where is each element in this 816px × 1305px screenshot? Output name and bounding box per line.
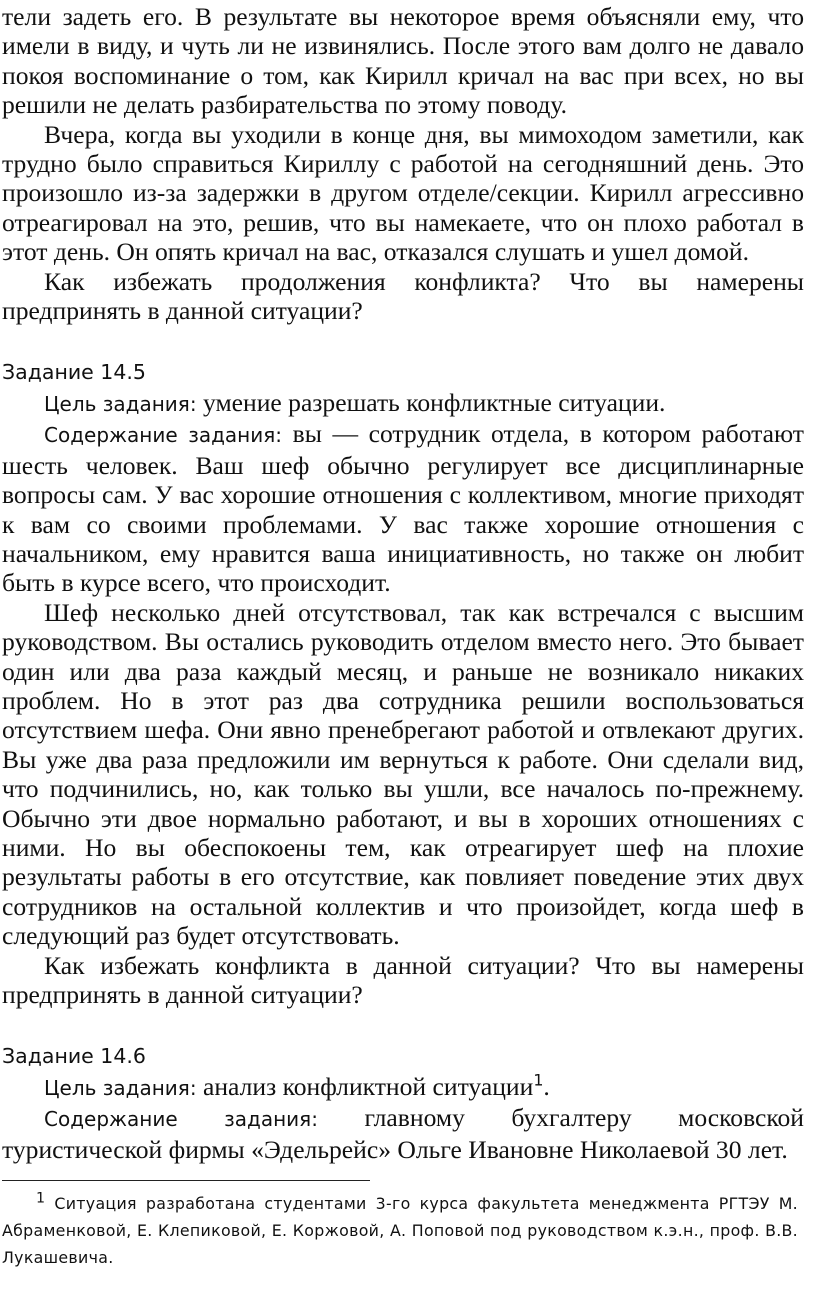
task-14-5-question: Как избежать конфликта в данной ситуации? Что вы намерены предпринять в данной ситуации? bbox=[2, 950, 804, 1009]
task-14-5-goal bbox=[2, 388, 804, 419]
section-gap bbox=[2, 1009, 804, 1042]
footnote bbox=[2, 1190, 798, 1271]
task-14-5-heading: Задание 14.5 bbox=[2, 360, 146, 385]
task-14-6-content bbox=[2, 1103, 804, 1164]
task-14-6-goal bbox=[2, 1072, 804, 1103]
footnote-divider bbox=[2, 1180, 370, 1181]
footnote-text: Ситуация разработана студентами 3-го курса факультета менеджмента РГТЭУ М. Абраменковой, Е. Клепиковой, Е. Коржовой, А. Поповой под руководством к.э.н., проф. В.В. Лукашевича. bbox=[2, 1194, 798, 1267]
task-14-5-paragraph-2: Шеф несколько дней отсутствовал, так как встречался с высшим руководством. Вы остались руководить отделом вместо него. Это бывает один или два раза каждый месяц, и раньше не возникало никаких проблем. Но в этот раз два сотрудника решили воспользоваться отсутствием шефа. Они явно пренебрегают работой и отвлекают других. Вы уже два раза предложили им вернуться к работе. Они сделали вид, что подчинились, но, как только вы ушли, все началось по-прежнему. Обычно эти двое нормально работают, и вы в хороших отношениях с ними. Но вы обеспокоены тем, как отреагирует шеф на плохие результаты работы в его отсутствие, как повлияет поведение этих двух сотрудников на остальной коллектив и что произойдет, когда шеф в следующий раз будет отсутствовать. bbox=[2, 597, 804, 951]
content-text: вы — сотрудник отдела, в котором работают шесть человек. Ваш шеф обычно регулирует все дисциплинарные вопросы сам. У вас хорошие отношения с коллективом, многие приходят к вам со своими проблемами. У вас также хорошие отношения с начальником, ему нравится ваша инициативность, но также он любит быть в курсе всего, что происходит. bbox=[2, 419, 804, 598]
content-text: главному бухгалтеру московской туристической фирмы «Эдельрейс» Ольге Ивановне Николаевой 30 лет. bbox=[2, 1103, 804, 1164]
footnote-number: 1 bbox=[36, 1190, 46, 1207]
content-label: Содержание задания: bbox=[44, 423, 283, 448]
goal-text: умение разрешать конфликтные ситуации. bbox=[202, 387, 666, 417]
paragraph-yesterday: Вчера, когда вы уходили в конце дня, вы мимоходом заметили, как трудно было справиться Кириллу с работой на сегодняшний день. Это произошло из-за задержки в другом отделе/секции. Кирилл агрессивно отреагировал на это, решив, что вы намекаете, что он плохо работал в этот день. Он опять кричал на вас, отказался слушать и ушел домой. bbox=[2, 119, 804, 267]
paragraph-continuation: тели задеть его. В результате вы некоторое время объясняли ему, что имели в виду, и чуть ли не извинялись. После этого вам долго не давало покоя воспоминание о том, как Кирилл кричал на вас при всех, но вы решили не делать разбирательства по этому поводу. bbox=[2, 2, 804, 120]
content-label: Содержание задания: bbox=[44, 1107, 318, 1132]
task-14-5-content bbox=[2, 419, 804, 597]
paragraph-question-1: Как избежать продолжения конфликта? Что вы намерены предпринять в данной ситуации? bbox=[2, 266, 804, 326]
goal-label: Цель задания: bbox=[44, 1075, 197, 1100]
goal-label: Цель задания: bbox=[44, 391, 197, 416]
section-gap bbox=[2, 325, 804, 358]
task-14-6-heading: Задание 14.6 bbox=[2, 1044, 146, 1069]
goal-text: анализ конфликтной ситуации bbox=[202, 1071, 534, 1101]
footnote-reference[interactable]: 1 bbox=[533, 1070, 544, 1090]
goal-end: . bbox=[543, 1071, 550, 1101]
